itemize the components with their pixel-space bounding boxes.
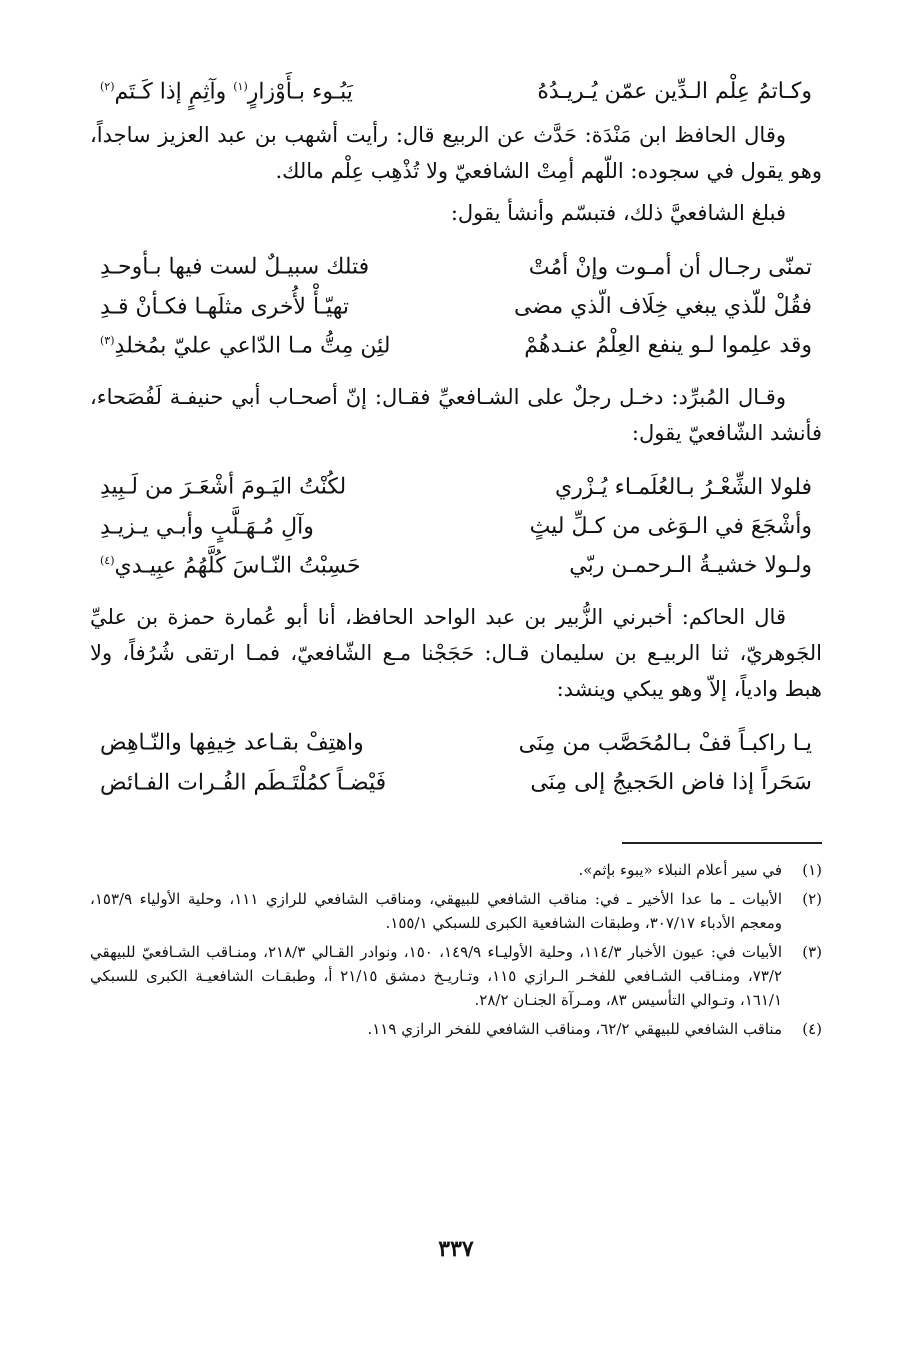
verse-right-hemistich: يـا راكبـاً قفْ بـالمُحَصَّب من مِنَى: [518, 730, 812, 756]
verse-left-text: فَيْضـاً كمُلْتَـطَم الفُـرات الفـائض: [100, 769, 387, 795]
verse-line: [90, 544, 822, 583]
verse-right-hemistich: ولـولا خشيـةُ الـرحمـن ربّي: [569, 553, 812, 579]
paragraph-ibn-manda: وقال الحافظ ابن مَنْدَة: حَدَّث عن الربيع قال: رأيت أشهب بن عبد العزيز ساجداً، وهو يقول في سجوده: اللّهم أمِتْ الشافعيّ ولا تُذْهِب عِلْم مالك.: [90, 123, 822, 184]
paragraph-shafii-smiled: فبلغ الشافعيَّ ذلك، فتبسّم وأنشأ يقول:: [450, 201, 786, 226]
verse-line: [90, 324, 822, 363]
verse-line: [90, 245, 822, 284]
verse-line: [90, 505, 822, 544]
verse-left-text: يَبُـوء بـأَوْزارٍ: [247, 79, 353, 105]
verse-right-hemistich: فلولا الشِّعْـرُ بـالعُلَمـاء يُـزْري: [555, 474, 812, 500]
verse-right-hemistich: وكـاتمُ عِلْم الـدِّين عمّن يُـريـدُهُ: [537, 79, 812, 105]
verse-left-text: لئِن مِتُّ مـا الدّاعي عليّ بمُخلدِ: [114, 333, 391, 359]
verse-left-text: وآلِ مُـهَـلَّبٍ وأبـي يـزيـدِ: [100, 513, 314, 539]
poem-3: [90, 721, 822, 800]
footnote-number: (٢): [802, 889, 822, 908]
footnote-item: [90, 1017, 822, 1041]
footnote-text: الأبيات ـ ما عدا الأخير ـ في: مناقب الشافعي للبيهقي، ومناقب الشافعي للرازي ١١١، وحلية الأولياء ١٥٣/٩، ومعجم الأدباء ٣٠٧/١٧، وطبقات الشافعية الكبرى للسبكي ١٥٥/١.: [90, 889, 782, 932]
page-number: ٣٣٧: [438, 1236, 474, 1262]
footnotes: [90, 858, 822, 1041]
verse-left-hemistich: [100, 505, 314, 544]
verse-left-hemistich: [100, 324, 390, 363]
verse-right-hemistich: تمنّى رجـال أن أمـوت وإنْ أمُتْ: [528, 254, 812, 280]
verse-left-hemistich: [100, 544, 361, 583]
verse-line: [90, 465, 822, 504]
verse-left-text-end: وآثِمٍ إذا كَـتَم: [114, 79, 234, 105]
footnote-text: الأبيات في: عيون الأخبار ١١٤/٣، وحلية الأوليـاء ١٤٩/٩، ١٥٠، ونوادر القـالي ٢١٨/٣، ومنـاقب الشـافعيّ للبيهقي ٧٣/٢، ومنـاقب الشـافعي للفخـر الـرازي ١١٥، وتـاريـخ دمشق ٢١/١٥ أ، وطبقـات الشافعيـة الكبرى للسبكي ١٦١/١، وتـوالي التأسيس ٨٣، ومـرآة الجنـان ٢٨/٢.: [90, 942, 783, 1009]
verse-line: [90, 721, 822, 760]
footnote-item: [90, 940, 822, 1012]
verse-left-text: تهيّـأْ لأُخرى مثلَهـا فكـأنْ قـدِ: [100, 293, 350, 319]
footnote-number: (١): [802, 860, 822, 879]
verse-line: [90, 285, 822, 324]
footnote-separator: [622, 842, 822, 844]
paragraph-hakim: قال الحاكم: أخبرني الزُّبير بن عبد الواحد الحافظ، أنا أبو عُمارة حمزة بن عليِّ الجَوهريّ، ثنا الربيـع بن سليمان قـال: حَجَجْنا مـع الشّافعيّ، فمـا ارتقى شُرُفاً، ولا هبط وادياً، إلاّ وهو يبكي وينشد:: [90, 605, 822, 702]
verse-left-text: حَسِبْتُ النّـاسَ كُلَّهُمُ عبِيـدي: [114, 553, 361, 579]
footnote-ref: (١): [233, 80, 248, 93]
footnote-number: (٣): [802, 942, 822, 961]
poem-1: [90, 245, 822, 363]
verse-left-hemistich: [100, 285, 349, 324]
poem-2: [90, 465, 822, 583]
footnote-text: مناقب الشافعي للبيهقي ٦٢/٢، ومناقب الشافعي للفخر الرازي ١١٩.: [367, 1019, 782, 1038]
verse-right-hemistich: فقُلْ للّذي يبغي خِلَاف الّذي مضى: [513, 293, 812, 319]
verse-left-hemistich: [100, 465, 346, 504]
verse-left-hemistich: [100, 721, 364, 760]
footnote-ref: (٤): [100, 553, 115, 567]
verse-left-hemistich: [100, 245, 369, 284]
paragraph-mubarrad: وقـال المُبرِّد: دخـل رجلٌ على الشـافعيِّ فقـال: إنّ أصحـاب أبي حنيفـة لَفُصَحاء، فأنشد الشّافعيّ يقول:: [90, 385, 822, 446]
verse-left-text: لكُنْتُ اليَـومَ أشْعَـرَ من لَـبِيدِ: [100, 474, 347, 500]
book-page: [90, 70, 822, 1300]
verse-right-hemistich: سَحَراً إذا فاض الحَجيجُ إلى مِنَى: [530, 769, 812, 795]
footnote-item: [90, 858, 822, 882]
verse-right-hemistich: وقد علِموا لـو ينفع العِلْمُ عنـدهُمْ: [524, 333, 812, 359]
footnote-item: [90, 887, 822, 935]
footnote-ref: (٣): [100, 333, 115, 347]
verse-line: [90, 761, 822, 800]
footnote-number: (٤): [802, 1019, 822, 1038]
verse-left-text: فتلك سبيـلٌ لست فيها بـأوحـدِ: [100, 254, 370, 280]
verse-left-text: واهتِفْ بقـاعد خِيفِها والنّـاهِض: [100, 730, 364, 756]
verse-left-hemistich: [100, 761, 386, 800]
verse-line: [90, 70, 822, 109]
footnote-text: في سير أعلام النبلاء «يبوء بإثم».: [578, 860, 782, 879]
verse-left-hemistich: [100, 70, 353, 109]
footnote-ref: (٢): [100, 80, 115, 93]
verse-right-hemistich: وأشْجَعَ في الـوَغى من كـلِّ ليثٍ: [529, 513, 812, 539]
